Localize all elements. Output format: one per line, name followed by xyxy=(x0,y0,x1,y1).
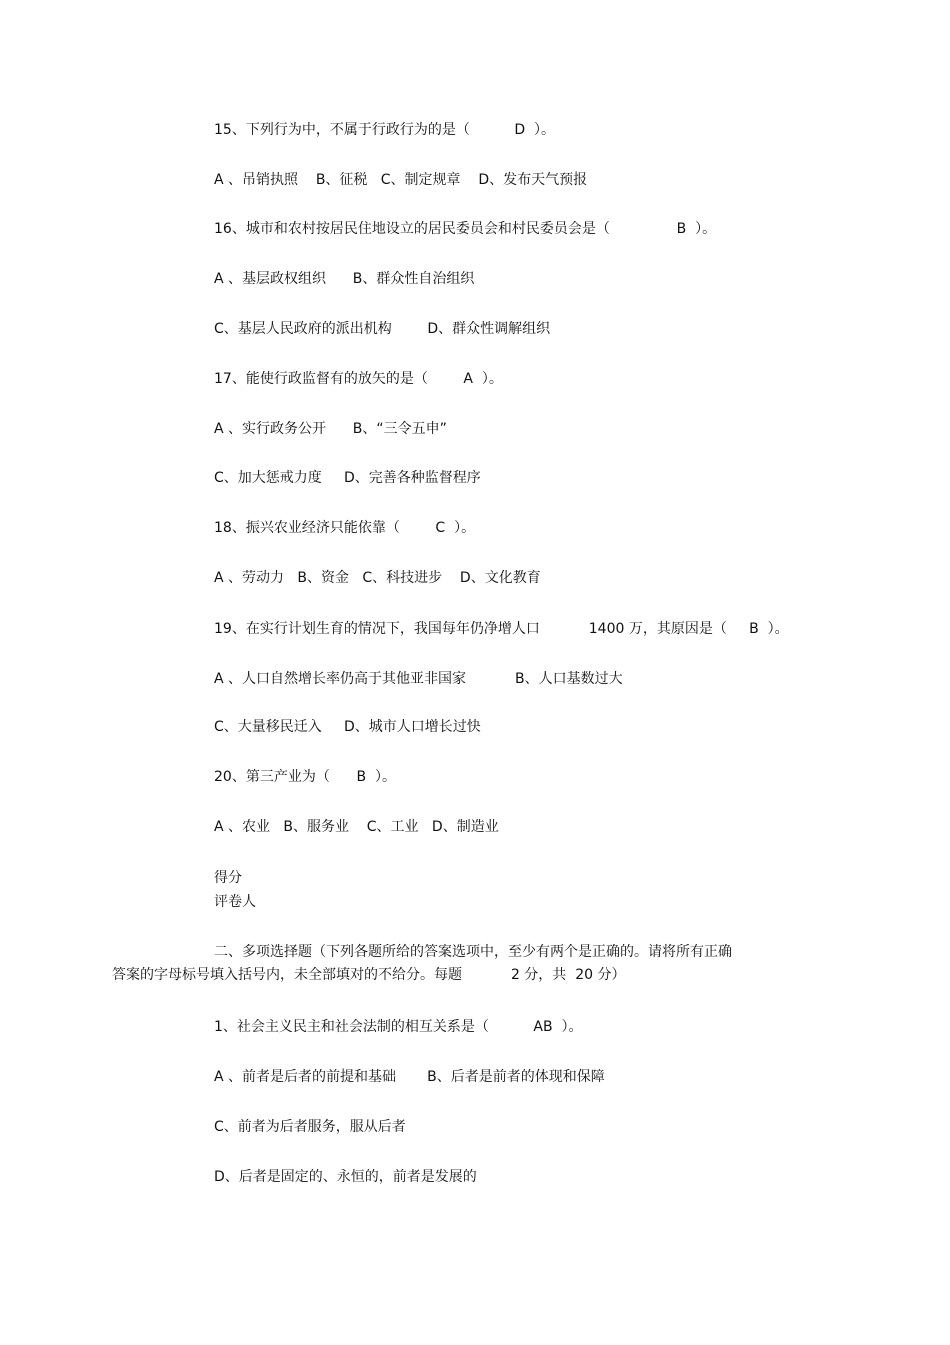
q15-stem: 15、下列行为中，不属于行政行为的是（ D ）。 xyxy=(214,122,555,138)
section-two-intro-line1: 二、多项选择题（下列各题所给的答案选项中，至少有两个是正确的。请将所有正确 xyxy=(214,944,732,960)
q16-stem: 16、城市和农村按居民住地设立的居民委员会和村民委员会是（ B ）。 xyxy=(214,221,717,237)
q16-options-ab: A 、基层政权组织 B、群众性自治组织 xyxy=(214,271,475,287)
m1-stem: 1、社会主义民主和社会法制的相互关系是（ AB ）。 xyxy=(214,1019,583,1035)
score-label: 得分 xyxy=(214,870,242,886)
q17-options-cd: C、加大惩戒力度 D、完善各种监督程序 xyxy=(214,470,481,486)
section-two-intro-line2: 答案的字母标号填入括号内，未全部填对的不给分。每题 2 分，共 20 分） xyxy=(112,967,626,983)
q17-stem: 17、能使行政监督有的放矢的是（ A ）。 xyxy=(214,371,503,387)
q19-options-ab: A 、人口自然增长率仍高于其他亚非国家 B、人口基数过大 xyxy=(214,671,623,687)
q17-options-ab: A 、实行政务公开 B、“三令五申” xyxy=(214,421,447,437)
q18-options: A 、劳动力 B、资金 C、科技进步 D、文化教育 xyxy=(214,570,541,586)
q18-stem: 18、振兴农业经济只能依靠（ C ）。 xyxy=(214,520,476,536)
q16-options-cd: C、基层人民政府的派出机构 D、群众性调解组织 xyxy=(214,321,551,337)
m1-options-ab: A 、前者是后者的前提和基础 B、后者是前者的体现和保障 xyxy=(214,1069,605,1085)
q19-stem: 19、在实行计划生育的情况下，我国每年仍净增人口 1400 万，其原因是（ B ）。 xyxy=(214,621,789,637)
m1-option-d: D、后者是固定的、永恒的，前者是发展的 xyxy=(214,1169,477,1185)
q19-options-cd: C、大量移民迁入 D、城市人口增长过快 xyxy=(214,719,481,735)
m1-option-c: C、前者为后者服务，服从后者 xyxy=(214,1119,406,1135)
grader-label: 评卷人 xyxy=(214,894,256,910)
q15-options: A 、吊销执照 B、征税 C、制定规章 D、发布天气预报 xyxy=(214,172,588,188)
q20-options: A 、农业 B、服务业 C、工业 D、制造业 xyxy=(214,819,499,835)
q20-stem: 20、第三产业为（ B ）。 xyxy=(214,769,397,785)
